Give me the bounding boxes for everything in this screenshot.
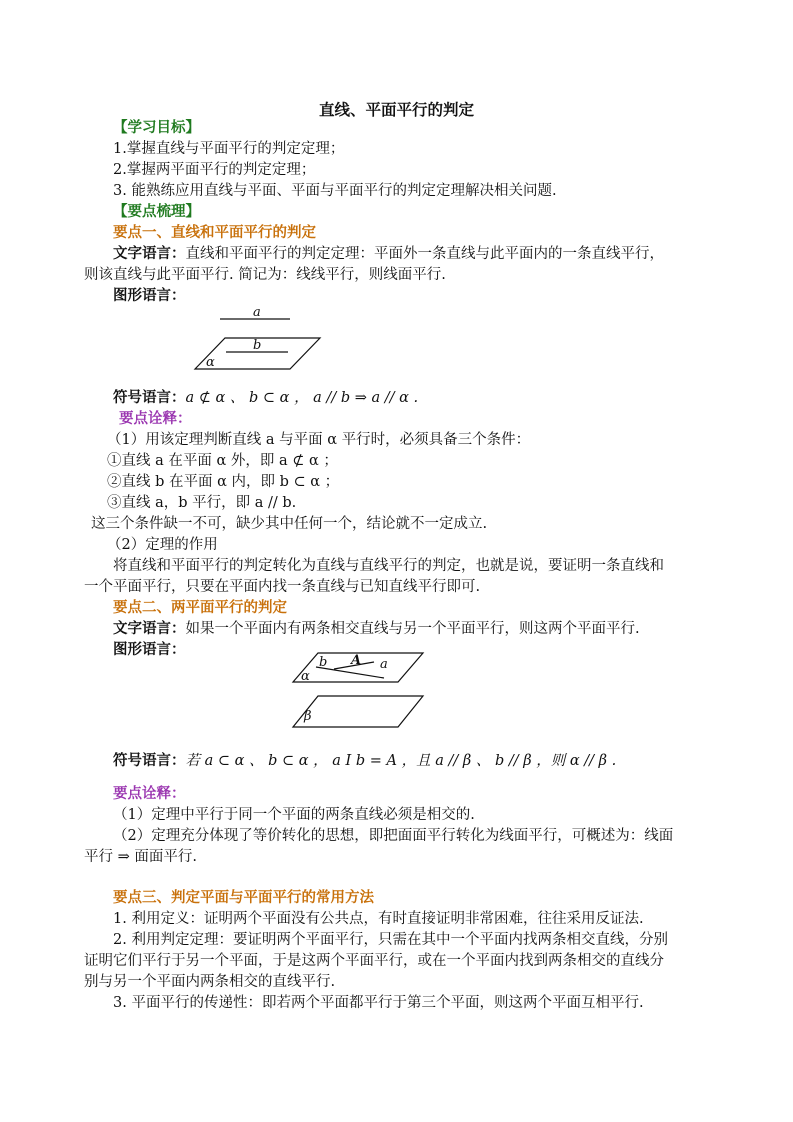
point2-text-label: 文字语言： — [113, 620, 186, 637]
plane-alpha-label: α — [206, 355, 215, 370]
line-b-label: b — [253, 338, 262, 353]
point3-item1: 1. 利用定义：证明两个平面没有公共点，有时直接证明非常困难，往往采用反证法. — [113, 911, 644, 927]
point1-cond-summary: 这三个条件缺一不可，缺少其中任何一个，结论就不一定成立. — [91, 516, 488, 532]
point1-note2-line2: 一个平面平行，只要在平面内找一条直线与已知直线平行即可. — [84, 579, 481, 595]
point2-note1: （1）定理中平行于同一个平面的两条直线必须是相交的. — [113, 807, 475, 823]
point1-note2: （2）定理的作用 — [107, 537, 218, 553]
line-b-label: b — [319, 655, 328, 670]
point2-notes-heading: 要点诠释： — [113, 785, 186, 802]
point1-symbol-line — [113, 388, 418, 408]
plane-plane-figure — [288, 648, 428, 730]
point-A-label: A — [351, 653, 362, 668]
point2-note2-line1: （2）定理充分体现了等价转化的思想，即把面面平行转化为线面平行，可概述为：线面 — [113, 828, 674, 844]
point3-item3: 3. 平面平行的传递性：即若两个平面都平行于第三个平面，则这两个平面互相平行. — [113, 995, 644, 1011]
point1-note2-line1: 将直线和平面平行的判定转化为直线与直线平行的判定，也就是说，要证明一条直线和 — [113, 558, 664, 574]
point1-text: 直线和平面平行的判定定理：平面外一条直线与此平面内的一条直线平行， — [185, 246, 664, 262]
plane-beta-label: β — [304, 709, 312, 724]
point1-symbol-label: 符号语言： — [113, 389, 186, 406]
point2-figure-label: 图形语言： — [113, 641, 186, 658]
point1-cond2: ②直线 b 在平面 α 内，即 b ⊂ α ； — [107, 474, 340, 490]
point2-text: 如果一个平面内有两条相交直线与另一个平面平行，则这两个平面平行. — [185, 621, 640, 637]
point1-note1: （1）用该定理判断直线 a 与平面 α 平行时，必须具备三个条件： — [107, 432, 531, 448]
plane-alpha-label: α — [301, 669, 310, 684]
point3-item2-line2: 证明它们平行于另一个平面，于是这两个平面平行，或在一个平面内找到两条相交的直线分 — [84, 953, 664, 969]
point3-item2-line1: 2. 利用判定定理：要证明两个平面平行，只需在其中一个平面内找两条相交直线，分别 — [113, 932, 668, 948]
point2-symbol-expr: 若 a ⊂ α 、 b ⊂ α ， a I b = A ，且 a // β 、 b // β ，则 α // β . — [185, 753, 617, 769]
point2-note2-line2: 平行 ⇒ 面面平行. — [84, 849, 197, 865]
point1-text-label: 文字语言： — [113, 245, 186, 262]
point1-text-line1 — [113, 244, 664, 264]
objective-item: 1.掌握直线与平面平行的判定定理； — [113, 141, 345, 157]
point2-symbol-line — [113, 751, 616, 771]
objective-item: 3. 能熟练应用直线与平面、平面与平面平行的判定定理解决相关问题. — [113, 183, 557, 199]
line-a-label: a — [253, 305, 261, 320]
objective-item: 2.掌握两平面平行的判定定理； — [113, 162, 316, 178]
point2-symbol-label: 符号语言： — [113, 752, 186, 769]
point2-heading: 要点二、两平面平行的判定 — [113, 599, 287, 616]
outline-heading: 【要点梳理】 — [113, 203, 200, 220]
plane-beta — [293, 696, 423, 727]
point1-text-line2: 则该直线与此平面平行. 简记为：线线平行，则线面平行. — [84, 267, 446, 283]
objectives-heading: 【学习目标】 — [113, 119, 200, 136]
page-title: 直线、平面平行的判定 — [318, 100, 474, 119]
point3-heading: 要点三、判定平面与平面平行的常用方法 — [113, 889, 374, 906]
point2-text-line — [113, 619, 640, 639]
point1-cond1: ①直线 a 在平面 α 外，即 a ⊄ α ； — [107, 453, 338, 469]
point1-notes-heading: 要点诠释： — [119, 410, 192, 427]
line-plane-figure — [190, 303, 330, 373]
point1-cond3: ③直线 a，b 平行，即 a // b. — [107, 495, 297, 511]
point1-figure-label: 图形语言： — [113, 287, 186, 304]
point1-symbol-expr: a ⊄ α 、 b ⊂ α ， a // b ⇒ a // α . — [185, 390, 419, 406]
point1-heading: 要点一、直线和平面平行的判定 — [113, 224, 316, 241]
point3-item2-line3: 别与另一个平面内两条相交的直线平行. — [84, 974, 336, 990]
line-a-label: a — [380, 657, 388, 672]
